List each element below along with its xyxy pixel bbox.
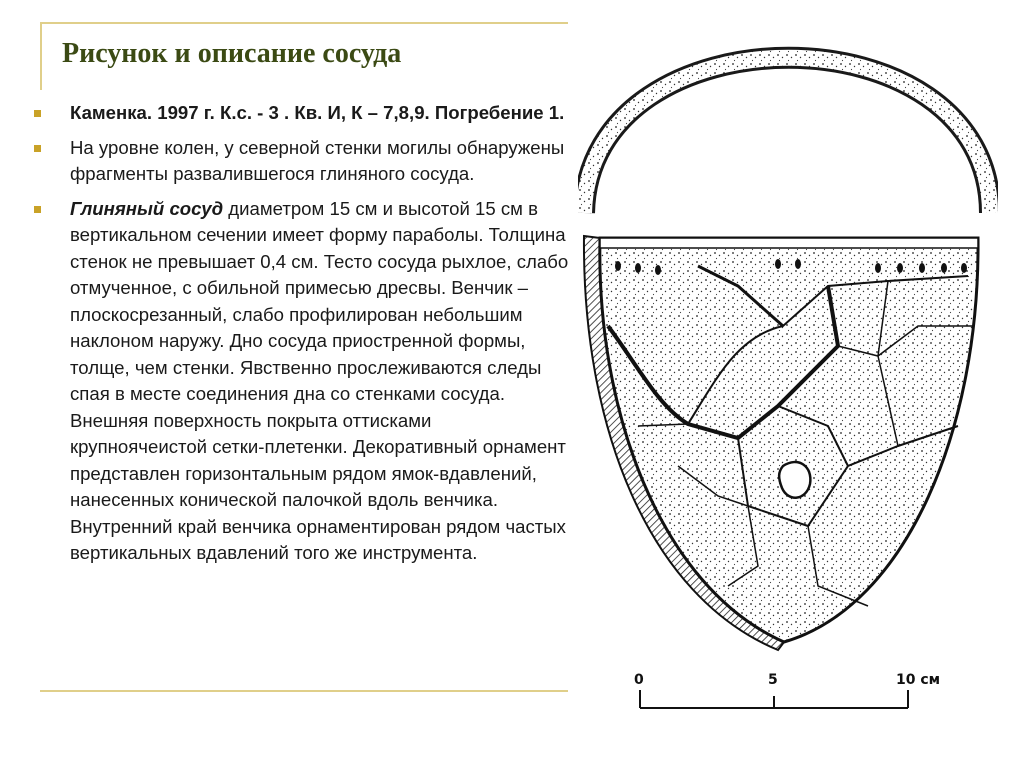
scale-label-10: 10 см (896, 672, 941, 688)
list-item (30, 100, 570, 127)
title-rule-left (40, 22, 42, 90)
scale-label-0: 0 (634, 672, 644, 688)
slide-title: Рисунок и описание сосуда (62, 38, 402, 69)
vessel-drawing (578, 26, 998, 726)
scale-bar (634, 672, 940, 708)
bullet-marker-icon (34, 110, 41, 117)
scale-label-5: 5 (768, 672, 778, 688)
vessel-rim (600, 238, 978, 248)
title-rule-top (40, 22, 568, 24)
vessel-hole (779, 462, 810, 498)
text-rule-bottom (40, 690, 568, 692)
bullet-marker-icon (34, 145, 41, 152)
vessel-body (600, 238, 978, 642)
excavation-reference: Каменка. 1997 г. К.с. - 3 . Кв. И, К – 7,8,9. Погребение 1. (70, 102, 565, 123)
vessel-term: Глиняный сосуд (70, 197, 224, 219)
bullet-marker-icon (34, 206, 41, 213)
find-location-text: На уровне колен, у северной стенки могилы обнаружены фрагменты развалившегося глиняного сосуда. (70, 136, 565, 184)
list-item (30, 196, 570, 567)
list-item (30, 135, 570, 188)
vessel-description: диаметром 15 см и высотой 15 см в вертикальном сечении имеет форму параболы. Толщина стенок не превышает 0,4 см. Тесто сосуда рыхлое, слабо отмученное, с обильной примесью дресвы. Венчик – плоскосрезанный, слабо профилирован небольшим наклоном наружу. Дно сосуда приостренной формы, толще, чем стенки. Явственно прослеживаются следы спая в месте соединения дна со стенками сосуда. Внешняя поверхность покрыта оттисками крупноячеистой сетки-плетенки. Декоративный орнамент представлен горизонтальным рядом ямок-вдавлений, нанесенных конической палочкой вдоль венчика. Внутренний край венчика орнаментирован рядом частых вертикальных вдавлений того же инструмента. (70, 197, 569, 563)
rim-top-view (584, 58, 990, 213)
description-list (30, 100, 570, 575)
